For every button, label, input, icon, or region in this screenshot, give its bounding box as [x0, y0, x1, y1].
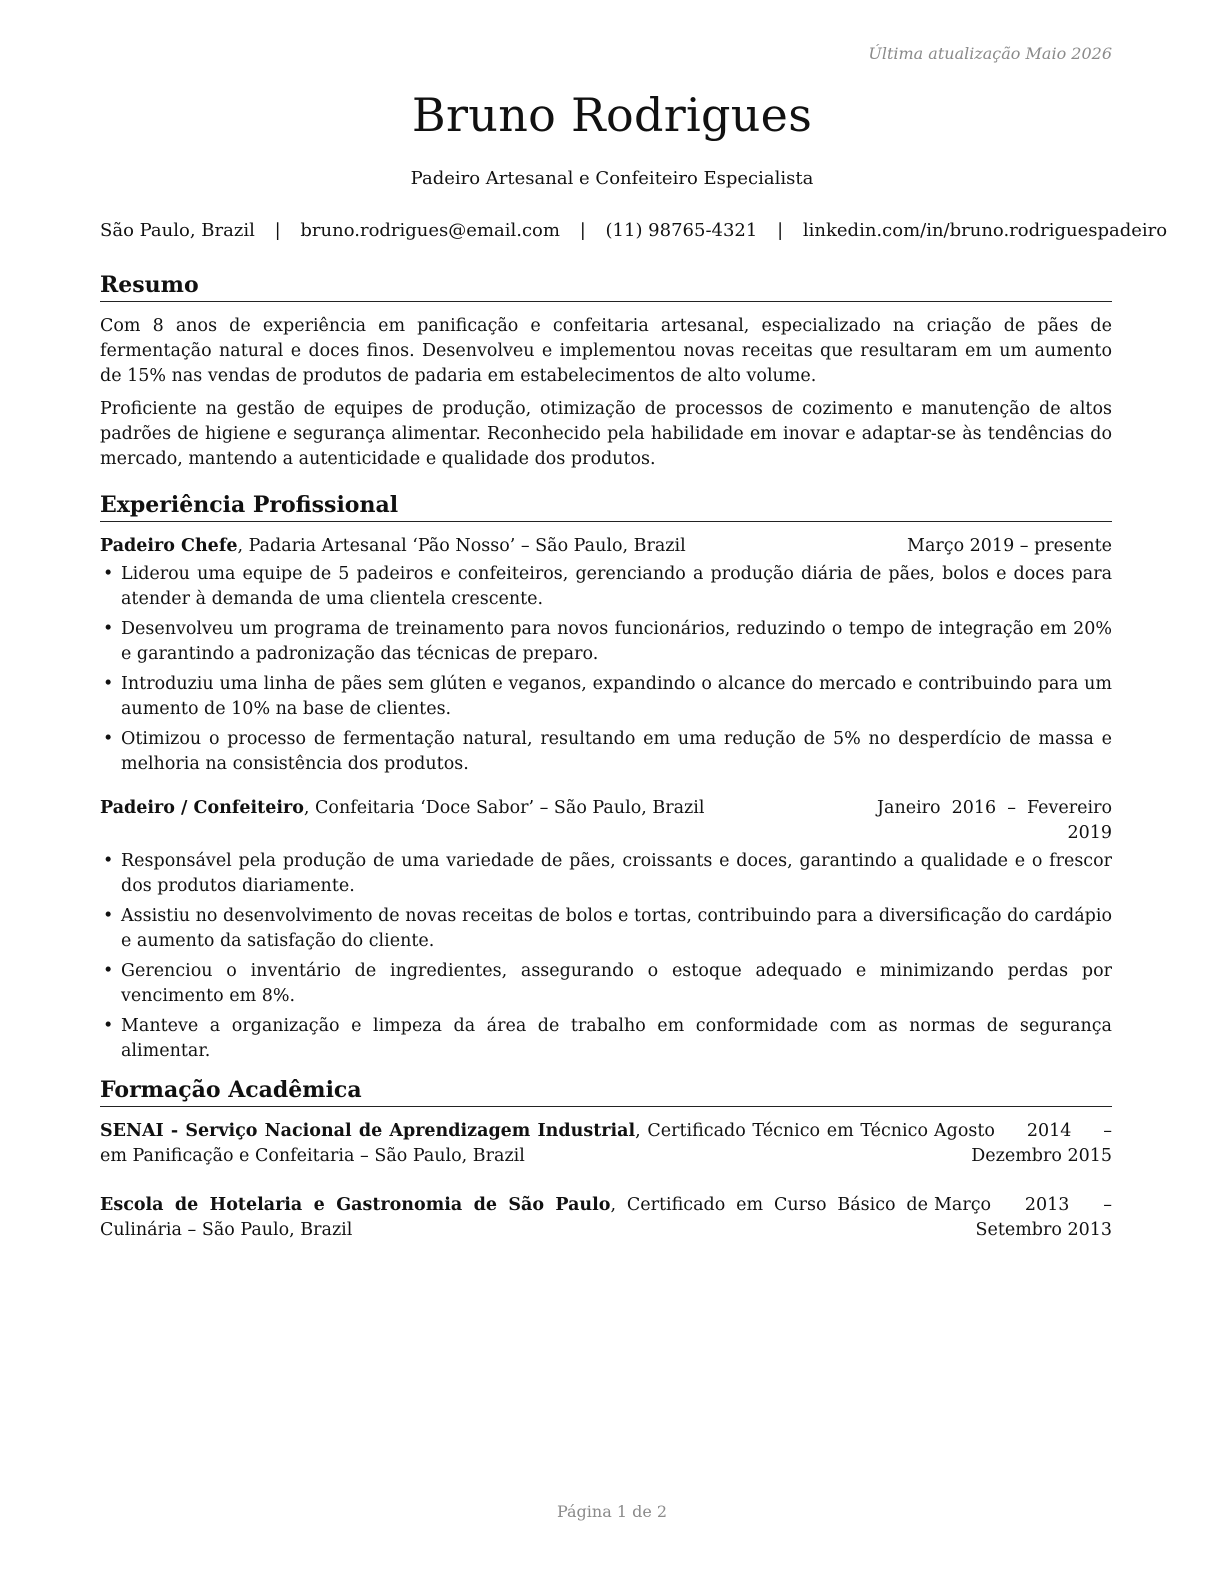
education-detail: , Certificado em Curso Básico de Culinária – São Paulo, Brazil — [100, 1195, 928, 1240]
education-dates: Agosto 2014 – Dezembro 2015 — [934, 1121, 1112, 1166]
bullet-item: • Liderou uma equipe de 5 padeiros e confeiteiros, gerenciando a produção diária de pães, bolos e doces para atender à demanda de uma clientela crescente. — [103, 564, 1112, 609]
contact-line — [100, 220, 1168, 241]
bullet-item: • Manteve a organização e limpeza da área de trabalho em conformidade com as normas de segurança alimentar. — [103, 1016, 1112, 1061]
school-name: SENAI - Serviço Nacional de Aprendizagem Industrial — [100, 1121, 636, 1141]
candidate-name: Bruno Rodrigues — [411, 88, 813, 142]
contact-phone[interactable]: (11) 98765-4321 — [605, 220, 758, 241]
bullet-item: • Responsável pela produção de uma variedade de pães, croissants e doces, garantindo a qualidade e o frescor dos produtos diariamente. — [103, 851, 1112, 896]
job-employer: , Padaria Artesanal ‘Pão Nosso’ – São Paulo, Brazil — [237, 536, 686, 556]
job-role: Padeiro / Confeiteiro — [100, 798, 304, 818]
section-title-experience: Experiência Profissional — [100, 490, 1112, 522]
job-dates: Janeiro 2016 – Fevereiro 2019 — [877, 798, 1112, 843]
contact-email[interactable]: bruno.rodrigues@email.com — [300, 220, 560, 241]
last-updated: Última atualização Maio 2026 — [868, 44, 1112, 63]
bullet-item: • Introduziu uma linha de pães sem glúten e veganos, expandindo o alcance do mercado e contribuindo para um aumento de 10% na base de clientes. — [103, 674, 1112, 719]
section-title-summary: Resumo — [100, 270, 1112, 302]
bullet-item: • Assistiu no desenvolvimento de novas receitas de bolos e tortas, contribuindo para a diversificação do cardápio e aumento da satisfação do cliente. — [103, 906, 1112, 951]
school-name: Escola de Hotelaria e Gastronomia de São Paulo — [100, 1195, 611, 1215]
bullet-item: • Gerenciou o inventário de ingredientes, assegurando o estoque adequado e minimizando perdas por vencimento em 8%. — [103, 961, 1112, 1006]
headline: Padeiro Artesanal e Confeiteiro Especialista — [410, 168, 814, 189]
bullet-item: • Desenvolveu um programa de treinamento para novos funcionários, reduzindo o tempo de integração em 20% e garantindo a padronização das técnicas de preparo. — [103, 619, 1112, 664]
resume-content — [100, 270, 1112, 1243]
experience-entry — [100, 796, 1112, 1064]
bullet-item: • Otimizou o processo de fermentação natural, resultando em uma redução de 5% no desperdício de massa e melhoria na consistência dos produtos. — [103, 729, 1112, 774]
job-bullets — [100, 562, 1112, 777]
contact-location: São Paulo, Brazil — [100, 220, 255, 241]
job-employer: , Confeitaria ‘Doce Sabor’ – São Paulo, Brazil — [303, 798, 705, 818]
job-role: Padeiro Chefe — [100, 536, 238, 556]
section-title-education: Formação Acadêmica — [100, 1075, 1112, 1107]
contact-separator: | — [274, 220, 281, 241]
education-entry — [100, 1119, 1112, 1169]
contact-linkedin[interactable]: linkedin.com/in/bruno.rodriguespadeiro — [802, 220, 1168, 241]
contact-separator: | — [777, 220, 784, 241]
experience-section — [100, 490, 1112, 1064]
entry-header — [100, 534, 1112, 559]
education-entry — [100, 1193, 1112, 1243]
entry-header — [100, 796, 1112, 846]
page-number: Página 1 de 2 — [556, 1502, 668, 1521]
contact-separator: | — [579, 220, 586, 241]
job-bullets — [100, 849, 1112, 1064]
education-section — [100, 1075, 1112, 1243]
experience-entry — [100, 534, 1112, 777]
summary-paragraph: Proficiente na gestão de equipes de produção, otimização de processos de cozimento e manutenção de altos padrões de higiene e segurança alimentar. Reconhecido pela habilidade em inovar e adaptar-se às tendências do mercado, mantendo a autenticidade e qualidade dos produtos. — [100, 399, 1112, 469]
summary-section — [100, 270, 1112, 472]
education-dates: Março 2013 – Setembro 2013 — [934, 1195, 1112, 1240]
summary-paragraph: Com 8 anos de experiência em panificação e confeitaria artesanal, especializado na criação de pães de fermentação natural e doces finos. Desenvolveu e implementou novas receitas que resultaram em um aumento de 15% nas vendas de produtos de padaria em estabelecimentos de alto volume. — [100, 316, 1112, 386]
job-dates: Março 2019 – presente — [907, 536, 1112, 556]
education-detail: , Certificado Técnico em Técnico em Panificação e Confeitaria – São Paulo, Brazil — [100, 1121, 928, 1166]
